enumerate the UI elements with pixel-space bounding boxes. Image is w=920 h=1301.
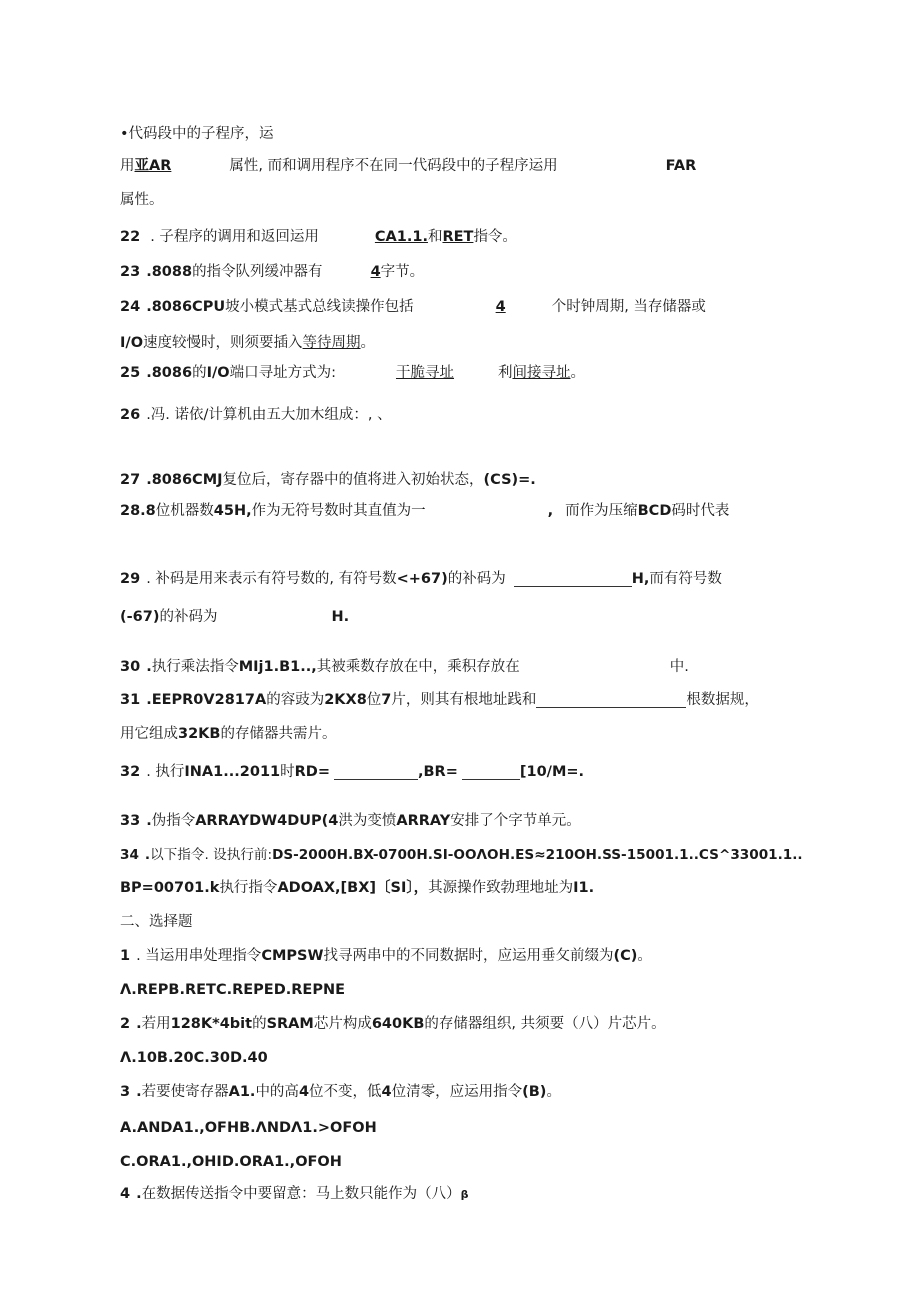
line-text: . bbox=[146, 659, 152, 675]
line-text: 。 bbox=[546, 1084, 561, 1100]
line-text: 位不变，低 bbox=[309, 1084, 382, 1100]
line-text: 作为无符号数时其直值为一 bbox=[251, 503, 426, 519]
line-text: [10/M=. bbox=[519, 764, 585, 780]
question-number: 22 bbox=[120, 229, 141, 245]
line-text: 。 bbox=[360, 335, 376, 351]
answer-near: 亚AR bbox=[134, 158, 172, 174]
question-25 bbox=[120, 361, 585, 385]
question-number: 24 bbox=[120, 299, 141, 315]
line-text: RD= bbox=[294, 764, 330, 780]
question-number: 25 bbox=[120, 365, 141, 381]
line-text: 在数据传送指令中要留意：马上数只能作为（八） bbox=[141, 1186, 461, 1202]
question-number: 27 bbox=[120, 472, 141, 488]
line-text: . bbox=[136, 1084, 142, 1100]
line-text: 而有符号数 bbox=[649, 571, 722, 587]
question-number: 26 bbox=[120, 407, 141, 423]
section-title: 二、选择题 bbox=[120, 914, 193, 930]
line-text: MIj1.B1.., bbox=[238, 659, 317, 675]
text-line bbox=[120, 605, 349, 629]
line-text: I1. bbox=[573, 880, 595, 896]
line-text: 坡小模式基式总线读操作包括 bbox=[225, 299, 414, 315]
line-text: I/O bbox=[120, 335, 144, 351]
options-text: Λ.10B.20C.30D.40 bbox=[120, 1050, 268, 1066]
line-text: .8086CMJ bbox=[146, 472, 223, 488]
line-text: 中. bbox=[669, 659, 689, 675]
line-text: 执行指令 bbox=[219, 880, 278, 896]
line-text: . 补码是用来表示有符号数的, 有符号数 bbox=[146, 571, 397, 587]
question-number: 31 bbox=[120, 692, 141, 708]
line-text: 〔SI〕， bbox=[376, 880, 429, 896]
choice-question-4 bbox=[120, 1182, 468, 1206]
line-text: 若用 bbox=[141, 1016, 171, 1032]
line-text: 执行乘法指令 bbox=[151, 659, 239, 675]
section-heading bbox=[120, 910, 193, 934]
question-34 bbox=[120, 843, 803, 867]
choice-options bbox=[120, 1150, 342, 1174]
line-text: 45H, bbox=[213, 503, 252, 519]
answer-choice: (C) bbox=[613, 948, 638, 964]
question-33 bbox=[120, 809, 581, 833]
text-line bbox=[120, 188, 164, 212]
line-text: 和 bbox=[427, 229, 443, 245]
line-text: .8088 bbox=[146, 264, 193, 280]
line-text: . bbox=[144, 847, 151, 863]
line-text: 的 bbox=[192, 365, 207, 381]
line-text: 的容豉为 bbox=[266, 692, 325, 708]
line-text: β bbox=[460, 1188, 469, 1201]
line-text: 。 bbox=[570, 365, 585, 381]
line-text: 洪为变愤 bbox=[338, 813, 397, 829]
answer-direct: 干脆寻址 bbox=[395, 365, 454, 381]
question-28 bbox=[120, 499, 729, 523]
line-text: ARRAYDW4DUP(4 bbox=[195, 813, 339, 829]
line-text: . bbox=[146, 813, 152, 829]
line-text: 以下指令. 设执行前: bbox=[150, 847, 273, 863]
line-text: 其被乘数存放在中，乘积存放在 bbox=[316, 659, 520, 675]
line-text: 若要使寄存器 bbox=[141, 1084, 229, 1100]
choice-options bbox=[120, 1046, 268, 1070]
line-text: 位 bbox=[366, 692, 382, 708]
line-text: 而作为压缩 bbox=[565, 503, 638, 519]
question-23 bbox=[120, 260, 424, 284]
line-text: 端口寻址方式为: bbox=[229, 365, 336, 381]
line-text: 指令。 bbox=[473, 229, 517, 245]
line-text: 芯片构成 bbox=[313, 1016, 372, 1032]
line-text: 找寻两串中的不同数据时，应运用垂攵前缀为 bbox=[323, 948, 614, 964]
text-line bbox=[120, 876, 594, 900]
line-text: 的补码为 bbox=[447, 571, 506, 587]
line-text: . bbox=[136, 1186, 142, 1202]
answer-choice: (B) bbox=[522, 1084, 547, 1100]
line-text: 属性。 bbox=[120, 192, 164, 208]
line-text: 的指令队列缓冲器有 bbox=[192, 264, 323, 280]
line-text: •代码段中的子程序，运 bbox=[120, 126, 274, 142]
question-number: 29 bbox=[120, 571, 141, 587]
choice-question-3 bbox=[120, 1080, 561, 1104]
line-text: 128K*4bit bbox=[170, 1016, 253, 1032]
line-text: 位清零，应运用指令 bbox=[391, 1084, 523, 1100]
line-text: 片，则其有根地址践和 bbox=[391, 692, 537, 708]
options-text: Λ.REPB.RETC.REPED.REPNE bbox=[120, 982, 345, 998]
question-number: 23 bbox=[120, 264, 141, 280]
question-number: 28.8 bbox=[120, 503, 156, 519]
line-text: 速度较慢时，则须要插入 bbox=[143, 335, 303, 351]
answer-wait-cycle: 等待周期 bbox=[302, 335, 361, 351]
line-text: 的补码为 bbox=[159, 609, 218, 625]
line-text: 。 bbox=[637, 948, 652, 964]
question-24 bbox=[120, 295, 706, 319]
line-text: INA1...2011 bbox=[184, 764, 281, 780]
question-number: 2 bbox=[120, 1016, 131, 1032]
line-text: 根数据规， bbox=[686, 692, 759, 708]
line-text: ,BR= bbox=[418, 764, 458, 780]
line-text: (-67) bbox=[120, 609, 160, 625]
question-29 bbox=[120, 567, 722, 591]
line-text: (CS)=. bbox=[483, 472, 536, 488]
fill-blank bbox=[536, 692, 686, 708]
line-text: 的 bbox=[252, 1016, 267, 1032]
question-number: 30 bbox=[120, 659, 141, 675]
line-text: I/O bbox=[206, 365, 230, 381]
question-26 bbox=[120, 403, 392, 427]
line-text: . bbox=[136, 1016, 142, 1032]
line-text: ARRAY bbox=[396, 813, 451, 829]
answer-4: 4 bbox=[495, 299, 506, 315]
question-number: 4 bbox=[120, 1186, 131, 1202]
options-text: C.ORA1.,OHID.ORA1.,OFOH bbox=[120, 1154, 342, 1170]
line-text: 个时钟周期, 当存储器或 bbox=[551, 299, 706, 315]
line-text: 字节。 bbox=[380, 264, 425, 280]
choice-options bbox=[120, 1116, 377, 1140]
answer-ret: RET bbox=[442, 229, 474, 245]
line-text: <+67) bbox=[396, 571, 448, 587]
line-text: SRAM bbox=[266, 1016, 314, 1032]
line-text: 32KB bbox=[178, 726, 221, 742]
line-text: 码时代表 bbox=[671, 503, 730, 519]
question-number: 1 bbox=[120, 948, 131, 964]
line-text: 时 bbox=[280, 764, 295, 780]
line-text: . 当运用串处理指令 bbox=[136, 948, 262, 964]
question-32 bbox=[120, 760, 584, 784]
question-number: 3 bbox=[120, 1084, 131, 1100]
line-text: H. bbox=[331, 609, 350, 625]
choice-question-1 bbox=[120, 944, 652, 968]
line-text: 利 bbox=[497, 365, 513, 381]
line-text: 的存储器共需片。 bbox=[220, 726, 337, 742]
choice-question-2 bbox=[120, 1012, 666, 1036]
line-text: H, bbox=[631, 571, 650, 587]
line-text: 复位后，寄存器中的值将进入初始状态， bbox=[222, 472, 484, 488]
question-30 bbox=[120, 655, 689, 679]
line-text: 安排了个字节单元。 bbox=[450, 813, 581, 829]
line-text: 用 bbox=[120, 158, 135, 174]
line-text: .8086 bbox=[146, 365, 193, 381]
question-27 bbox=[120, 468, 536, 492]
line-text: 7 bbox=[381, 692, 392, 708]
line-text: 640KB bbox=[371, 1016, 425, 1032]
answer-indirect: 间接寻址 bbox=[512, 365, 571, 381]
line-text: 4 bbox=[381, 1084, 392, 1100]
line-text: BP=00701.k bbox=[120, 880, 220, 896]
fill-blank bbox=[334, 764, 418, 780]
line-text: 其源操作致勃理地址为 bbox=[428, 880, 574, 896]
question-number: 33 bbox=[120, 813, 141, 829]
line-text: DS-2000H.BX-0700H.SI-OOΛOH.ES≈210OH.SS-15001.1..CS^33001.1.. bbox=[272, 847, 803, 863]
text-line bbox=[120, 722, 336, 746]
line-text: , bbox=[547, 503, 554, 519]
text-line bbox=[120, 331, 375, 355]
fill-blank bbox=[462, 764, 520, 780]
text-line bbox=[120, 154, 696, 178]
question-31 bbox=[120, 688, 759, 712]
line-text: [BX] bbox=[340, 880, 377, 896]
line-text: 2KX8 bbox=[324, 692, 367, 708]
choice-options bbox=[120, 978, 345, 1002]
question-number: 32 bbox=[120, 764, 141, 780]
text-line bbox=[120, 122, 274, 146]
answer-far: FAR bbox=[665, 158, 697, 174]
line-text: A1. bbox=[228, 1084, 256, 1100]
question-number: 34 bbox=[120, 847, 139, 863]
line-text: 伪指令 bbox=[151, 813, 196, 829]
line-text: 4 bbox=[298, 1084, 310, 1100]
line-text: 中的高 bbox=[255, 1084, 299, 1100]
line-text: . 子程序的调用和返回运用 bbox=[150, 229, 319, 245]
line-text: 用它组成 bbox=[120, 726, 178, 742]
line-text: 的存储器组织, 共须要（八）片芯片。 bbox=[424, 1016, 666, 1032]
answer-4: 4 bbox=[370, 264, 381, 280]
line-text: .8086CPU bbox=[146, 299, 226, 315]
fill-blank bbox=[514, 571, 632, 587]
answer-call: CA1.1. bbox=[374, 229, 428, 245]
line-text: .冯. 诺依/计算机由五大加木组成：, 、 bbox=[146, 407, 392, 423]
line-text: BCD bbox=[637, 503, 672, 519]
line-text: 位机器数 bbox=[155, 503, 214, 519]
line-text: . 执行 bbox=[146, 764, 185, 780]
line-text: CMPSW bbox=[261, 948, 324, 964]
line-text: 属性, 而和调用程序不在同一代码段中的子程序运用 bbox=[229, 158, 558, 174]
question-22 bbox=[120, 225, 517, 249]
line-text: ADOAX, bbox=[277, 880, 341, 896]
options-text: A.ANDA1.,OFHB.ΛNDΛ1.>OFOH bbox=[120, 1120, 377, 1136]
line-text: .EEPR0V2817A bbox=[146, 692, 267, 708]
